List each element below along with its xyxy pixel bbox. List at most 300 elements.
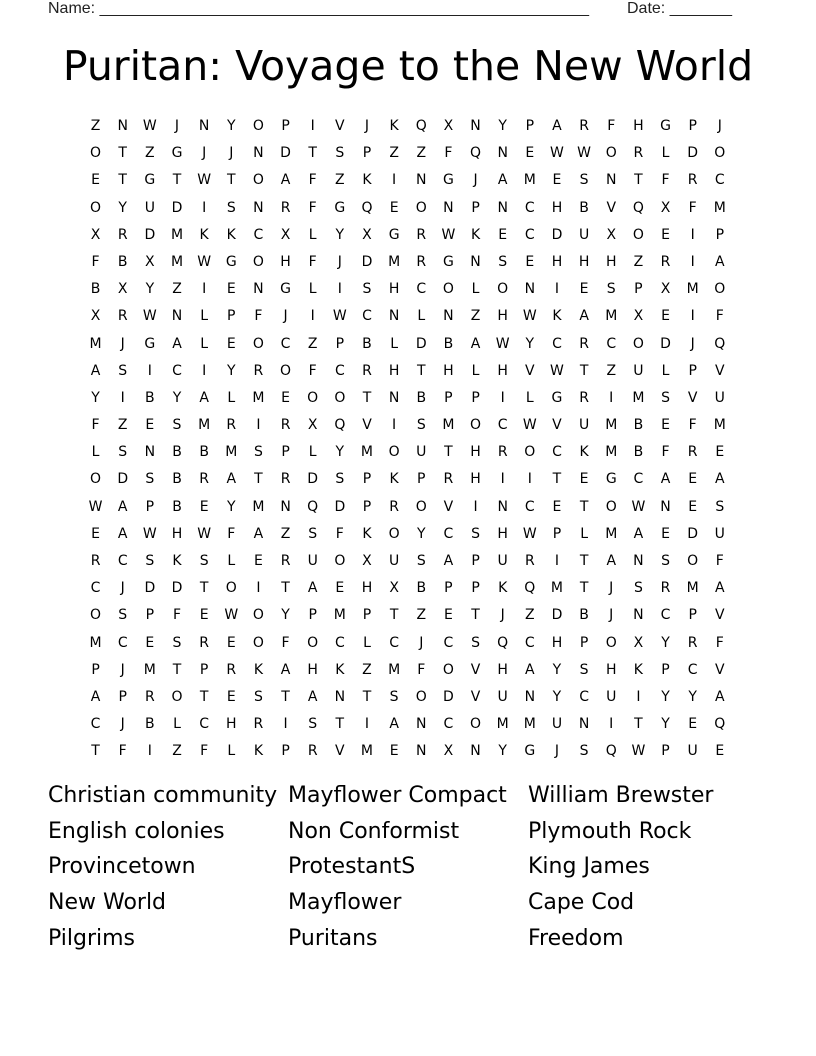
grid-letter[interactable]: R bbox=[280, 471, 291, 488]
grid-letter[interactable]: K bbox=[579, 444, 589, 461]
grid-letter[interactable]: X bbox=[606, 226, 617, 243]
grid-letter[interactable]: B bbox=[633, 444, 644, 461]
grid-letter[interactable]: A bbox=[552, 118, 562, 134]
grid-letter[interactable]: G bbox=[660, 118, 671, 134]
grid-letter[interactable]: P bbox=[471, 389, 480, 406]
grid-letter[interactable]: O bbox=[415, 498, 427, 515]
grid-letter[interactable]: W bbox=[197, 525, 212, 542]
grid-letter[interactable]: A bbox=[715, 471, 725, 488]
grid-letter[interactable]: L bbox=[227, 743, 236, 760]
grid-letter[interactable]: D bbox=[171, 580, 183, 597]
grid-letter[interactable]: Y bbox=[688, 688, 697, 705]
grid-letter[interactable]: O bbox=[252, 607, 264, 624]
grid-letter[interactable]: T bbox=[362, 389, 372, 406]
grid-letter[interactable]: T bbox=[362, 688, 372, 705]
grid-letter[interactable]: T bbox=[552, 471, 562, 488]
grid-letter[interactable]: C bbox=[253, 226, 264, 243]
grid-letter[interactable]: A bbox=[715, 580, 725, 597]
grid-letter[interactable]: O bbox=[605, 498, 617, 515]
grid-letter[interactable]: C bbox=[389, 634, 399, 651]
grid-letter[interactable]: I bbox=[636, 688, 641, 705]
grid-letter[interactable]: M bbox=[686, 281, 699, 298]
grid-letter[interactable]: N bbox=[416, 716, 427, 733]
grid-letter[interactable]: M bbox=[605, 444, 618, 461]
grid-letter[interactable]: J bbox=[609, 580, 614, 597]
grid-letter[interactable]: N bbox=[144, 444, 156, 461]
grid-letter[interactable]: T bbox=[172, 172, 182, 189]
grid-letter[interactable]: Z bbox=[525, 607, 535, 624]
grid-letter[interactable]: Z bbox=[145, 145, 155, 162]
grid-letter[interactable]: P bbox=[145, 498, 155, 515]
grid-letter[interactable]: R bbox=[199, 634, 209, 651]
grid-letter[interactable]: Q bbox=[334, 417, 346, 434]
grid-letter[interactable]: X bbox=[443, 118, 454, 134]
grid-letter[interactable]: F bbox=[308, 253, 317, 270]
grid-letter[interactable]: F bbox=[661, 444, 670, 461]
grid-letter[interactable]: F bbox=[172, 607, 182, 624]
grid-letter[interactable]: M bbox=[252, 389, 265, 406]
grid-letter[interactable]: M bbox=[523, 716, 536, 733]
grid-letter[interactable]: W bbox=[197, 172, 212, 189]
grid-letter[interactable]: P bbox=[525, 118, 535, 134]
grid-letter[interactable]: A bbox=[280, 661, 291, 678]
grid-letter[interactable]: Q bbox=[632, 199, 644, 216]
grid-letter[interactable]: C bbox=[714, 172, 725, 189]
grid-letter[interactable]: O bbox=[307, 634, 319, 651]
grid-letter[interactable]: T bbox=[91, 743, 100, 760]
grid-letter[interactable]: J bbox=[554, 743, 560, 760]
grid-letter[interactable]: I bbox=[500, 389, 505, 406]
grid-letter[interactable]: N bbox=[633, 553, 644, 569]
grid-letter[interactable]: C bbox=[552, 444, 562, 461]
grid-letter[interactable]: Z bbox=[172, 743, 182, 760]
grid-letter[interactable]: A bbox=[389, 716, 399, 733]
grid-letter[interactable]: U bbox=[578, 226, 590, 243]
grid-letter[interactable]: H bbox=[171, 525, 183, 542]
grid-letter[interactable]: R bbox=[660, 580, 671, 597]
grid-letter[interactable]: B bbox=[416, 389, 427, 406]
grid-letter[interactable]: B bbox=[579, 199, 589, 216]
grid-letter[interactable]: I bbox=[147, 362, 152, 379]
grid-letter[interactable]: Y bbox=[335, 444, 345, 461]
grid-letter[interactable]: S bbox=[118, 362, 128, 379]
grid-letter[interactable]: O bbox=[632, 226, 644, 243]
grid-letter[interactable]: A bbox=[253, 525, 264, 542]
grid-letter[interactable]: I bbox=[256, 580, 261, 597]
grid-letter[interactable]: P bbox=[362, 145, 372, 162]
grid-letter[interactable]: C bbox=[280, 335, 291, 352]
grid-letter[interactable]: P bbox=[471, 580, 480, 597]
grid-letter[interactable]: J bbox=[419, 634, 424, 651]
grid-letter[interactable]: S bbox=[471, 525, 480, 542]
grid-letter[interactable]: S bbox=[715, 498, 725, 515]
grid-letter[interactable]: E bbox=[715, 444, 725, 461]
grid-letter[interactable]: C bbox=[443, 525, 454, 542]
grid-letter[interactable]: S bbox=[172, 417, 182, 434]
grid-letter[interactable]: S bbox=[253, 444, 263, 461]
grid-letter[interactable]: J bbox=[364, 118, 370, 134]
grid-letter[interactable]: A bbox=[470, 335, 481, 352]
grid-letter[interactable]: N bbox=[443, 308, 454, 325]
grid-letter[interactable]: M bbox=[225, 444, 238, 461]
grid-letter[interactable]: K bbox=[389, 471, 399, 488]
grid-letter[interactable]: R bbox=[633, 145, 644, 162]
grid-letter[interactable]: Q bbox=[714, 716, 726, 733]
grid-letter[interactable]: A bbox=[497, 172, 508, 189]
grid-letter[interactable]: C bbox=[416, 281, 427, 298]
grid-letter[interactable]: C bbox=[199, 716, 210, 733]
grid-letter[interactable]: M bbox=[605, 308, 618, 325]
grid-letter[interactable]: B bbox=[117, 253, 128, 270]
grid-letter[interactable]: I bbox=[609, 716, 614, 733]
grid-letter[interactable]: H bbox=[470, 471, 481, 488]
grid-letter[interactable]: X bbox=[362, 226, 372, 243]
grid-letter[interactable]: E bbox=[281, 389, 290, 406]
grid-letter[interactable]: Y bbox=[416, 525, 426, 542]
grid-letter[interactable]: C bbox=[524, 634, 535, 651]
grid-letter[interactable]: G bbox=[388, 226, 400, 243]
grid-letter[interactable]: B bbox=[416, 580, 427, 597]
grid-letter[interactable]: L bbox=[525, 389, 534, 406]
grid-letter[interactable]: O bbox=[714, 281, 726, 298]
grid-letter[interactable]: E bbox=[199, 498, 209, 515]
grid-letter[interactable]: T bbox=[226, 172, 236, 189]
grid-letter[interactable]: I bbox=[120, 389, 125, 406]
grid-letter[interactable]: Y bbox=[661, 716, 670, 733]
grid-letter[interactable]: H bbox=[443, 362, 454, 379]
grid-letter[interactable]: I bbox=[310, 308, 315, 325]
grid-letter[interactable]: R bbox=[117, 226, 128, 243]
grid-letter[interactable]: R bbox=[687, 444, 698, 461]
grid-letter[interactable]: P bbox=[444, 389, 453, 406]
grid-letter[interactable]: E bbox=[552, 498, 562, 515]
grid-letter[interactable]: I bbox=[202, 199, 207, 216]
grid-letter[interactable]: C bbox=[552, 335, 562, 352]
grid-letter[interactable]: O bbox=[605, 634, 617, 651]
grid-letter[interactable]: I bbox=[609, 389, 614, 406]
grid-letter[interactable]: F bbox=[444, 145, 453, 162]
grid-letter[interactable]: Z bbox=[90, 118, 101, 134]
grid-letter[interactable]: F bbox=[91, 253, 100, 270]
grid-letter[interactable]: A bbox=[443, 553, 454, 569]
grid-letter[interactable]: C bbox=[117, 634, 128, 651]
grid-letter[interactable]: I bbox=[256, 417, 261, 434]
grid-letter[interactable]: K bbox=[470, 226, 481, 243]
grid-letter[interactable]: E bbox=[525, 253, 535, 270]
grid-letter[interactable]: E bbox=[443, 607, 453, 624]
grid-letter[interactable]: L bbox=[417, 308, 426, 325]
grid-letter[interactable]: S bbox=[498, 253, 508, 270]
grid-letter[interactable]: T bbox=[118, 145, 127, 162]
grid-letter[interactable]: M bbox=[89, 634, 102, 651]
grid-letter[interactable]: P bbox=[471, 553, 480, 569]
grid-letter[interactable]: R bbox=[226, 661, 237, 678]
grid-letter[interactable]: J bbox=[202, 145, 207, 162]
grid-letter[interactable]: K bbox=[253, 661, 263, 678]
grid-letter[interactable]: H bbox=[470, 444, 481, 461]
grid-letter[interactable]: E bbox=[91, 172, 100, 189]
grid-letter[interactable]: H bbox=[497, 525, 508, 542]
grid-letter[interactable]: D bbox=[443, 688, 454, 705]
grid-letter[interactable]: I bbox=[500, 471, 505, 488]
grid-letter[interactable]: M bbox=[632, 389, 645, 406]
grid-letter[interactable]: P bbox=[362, 607, 372, 624]
grid-letter[interactable]: D bbox=[334, 498, 346, 515]
grid-letter[interactable]: W bbox=[441, 226, 456, 243]
grid-letter[interactable]: B bbox=[90, 281, 101, 298]
grid-letter[interactable]: H bbox=[280, 253, 291, 270]
grid-letter[interactable]: G bbox=[442, 253, 454, 270]
grid-letter[interactable]: L bbox=[580, 525, 588, 542]
grid-letter[interactable]: P bbox=[335, 335, 345, 352]
grid-letter[interactable]: P bbox=[308, 607, 317, 624]
grid-letter[interactable]: F bbox=[661, 172, 670, 189]
grid-letter[interactable]: R bbox=[253, 362, 264, 379]
grid-letter[interactable]: Y bbox=[118, 199, 127, 216]
grid-letter[interactable]: C bbox=[443, 716, 454, 733]
grid-letter[interactable]: W bbox=[224, 607, 239, 624]
grid-letter[interactable]: K bbox=[253, 743, 263, 760]
grid-letter[interactable]: M bbox=[523, 172, 536, 189]
grid-letter[interactable]: R bbox=[280, 199, 291, 216]
grid-letter[interactable]: T bbox=[579, 580, 589, 597]
grid-letter[interactable]: L bbox=[390, 335, 399, 352]
grid-letter[interactable]: P bbox=[715, 226, 725, 243]
grid-letter[interactable]: K bbox=[172, 553, 182, 569]
grid-letter[interactable]: L bbox=[91, 444, 100, 461]
grid-letter[interactable]: G bbox=[334, 199, 346, 216]
grid-letter[interactable]: Y bbox=[226, 118, 236, 134]
grid-letter[interactable]: Z bbox=[117, 417, 128, 434]
grid-letter[interactable]: J bbox=[337, 253, 342, 270]
grid-letter[interactable]: P bbox=[471, 199, 480, 216]
grid-letter[interactable]: L bbox=[227, 553, 236, 569]
grid-letter[interactable]: O bbox=[90, 607, 102, 624]
grid-letter[interactable]: C bbox=[90, 580, 101, 597]
grid-letter[interactable]: D bbox=[171, 199, 183, 216]
grid-letter[interactable]: E bbox=[579, 281, 589, 298]
grid-letter[interactable]: D bbox=[687, 145, 699, 162]
grid-letter[interactable]: E bbox=[688, 471, 698, 488]
grid-letter[interactable]: Y bbox=[661, 688, 670, 705]
grid-letter[interactable]: M bbox=[713, 417, 726, 434]
grid-letter[interactable]: U bbox=[497, 553, 508, 569]
grid-letter[interactable]: N bbox=[497, 498, 508, 515]
grid-letter[interactable]: R bbox=[579, 118, 589, 134]
grid-letter[interactable]: W bbox=[631, 743, 646, 760]
grid-letter[interactable]: O bbox=[225, 580, 237, 597]
grid-letter[interactable]: P bbox=[281, 743, 290, 760]
grid-letter[interactable]: B bbox=[362, 335, 372, 352]
grid-letter[interactable]: O bbox=[605, 145, 617, 162]
grid-letter[interactable]: F bbox=[715, 308, 724, 325]
grid-letter[interactable]: S bbox=[118, 444, 128, 461]
grid-letter[interactable]: G bbox=[442, 172, 454, 189]
grid-letter[interactable]: S bbox=[661, 389, 670, 406]
grid-letter[interactable]: K bbox=[199, 226, 209, 243]
grid-letter[interactable]: N bbox=[470, 253, 481, 270]
grid-letter[interactable]: O bbox=[470, 417, 482, 434]
grid-letter[interactable]: U bbox=[578, 417, 590, 434]
grid-letter[interactable]: A bbox=[606, 553, 617, 569]
grid-letter[interactable]: R bbox=[687, 172, 698, 189]
grid-letter[interactable]: M bbox=[388, 253, 401, 270]
grid-letter[interactable]: M bbox=[360, 743, 374, 760]
grid-letter[interactable]: O bbox=[442, 281, 454, 298]
grid-letter[interactable]: E bbox=[226, 281, 236, 298]
grid-letter[interactable]: J bbox=[609, 607, 614, 624]
grid-letter[interactable]: I bbox=[337, 281, 342, 298]
grid-letter[interactable]: L bbox=[200, 335, 209, 352]
grid-letter[interactable]: H bbox=[497, 362, 508, 379]
grid-letter[interactable]: A bbox=[90, 362, 101, 379]
grid-letter[interactable]: X bbox=[389, 580, 399, 597]
grid-letter[interactable]: I bbox=[364, 716, 370, 733]
grid-letter[interactable]: C bbox=[633, 471, 644, 488]
grid-letter[interactable]: Z bbox=[470, 308, 481, 325]
grid-letter[interactable]: T bbox=[281, 688, 290, 705]
grid-letter[interactable]: A bbox=[579, 308, 589, 325]
grid-letter[interactable]: B bbox=[633, 417, 644, 434]
grid-letter[interactable]: C bbox=[334, 634, 345, 651]
grid-letter[interactable]: Q bbox=[714, 335, 726, 352]
grid-letter[interactable]: C bbox=[524, 498, 535, 515]
grid-letter[interactable]: T bbox=[579, 498, 589, 515]
grid-letter[interactable]: W bbox=[142, 308, 157, 325]
grid-letter[interactable]: P bbox=[417, 471, 426, 488]
grid-letter[interactable]: E bbox=[525, 145, 535, 162]
grid-letter[interactable]: P bbox=[688, 118, 697, 134]
grid-letter[interactable]: I bbox=[473, 498, 478, 515]
grid-letter[interactable]: D bbox=[280, 145, 291, 162]
grid-letter[interactable]: E bbox=[389, 199, 399, 216]
grid-letter[interactable]: N bbox=[470, 743, 481, 760]
name-field[interactable]: Name: _______________________________________________________ bbox=[48, 0, 589, 17]
grid-letter[interactable]: H bbox=[605, 661, 617, 678]
grid-letter[interactable]: M bbox=[388, 661, 401, 678]
grid-letter[interactable]: X bbox=[362, 553, 372, 569]
grid-letter[interactable]: T bbox=[389, 607, 399, 624]
grid-letter[interactable]: C bbox=[524, 199, 535, 216]
grid-letter[interactable]: P bbox=[362, 471, 372, 488]
grid-letter[interactable]: E bbox=[91, 525, 100, 542]
grid-letter[interactable]: N bbox=[633, 607, 644, 624]
grid-letter[interactable]: V bbox=[715, 362, 725, 379]
grid-letter[interactable]: O bbox=[252, 172, 264, 189]
grid-letter[interactable]: K bbox=[552, 308, 562, 325]
grid-letter[interactable]: U bbox=[307, 553, 318, 569]
grid-letter[interactable]: N bbox=[416, 743, 427, 760]
grid-letter[interactable]: H bbox=[361, 580, 373, 597]
grid-letter[interactable]: H bbox=[226, 716, 237, 733]
grid-letter[interactable]: M bbox=[170, 226, 184, 243]
grid-letter[interactable]: G bbox=[144, 335, 156, 352]
grid-letter[interactable]: E bbox=[335, 580, 345, 597]
grid-letter[interactable]: W bbox=[197, 253, 212, 270]
grid-letter[interactable]: Z bbox=[389, 145, 399, 162]
grid-letter[interactable]: O bbox=[524, 444, 536, 461]
grid-letter[interactable]: Y bbox=[552, 688, 562, 705]
grid-letter[interactable]: F bbox=[715, 553, 724, 569]
grid-letter[interactable]: R bbox=[117, 308, 128, 325]
grid-letter[interactable]: Q bbox=[307, 498, 319, 515]
grid-letter[interactable]: A bbox=[172, 335, 182, 352]
grid-letter[interactable]: N bbox=[497, 145, 508, 162]
grid-letter[interactable]: C bbox=[497, 417, 508, 434]
grid-letter[interactable]: G bbox=[171, 145, 183, 162]
grid-letter[interactable]: J bbox=[120, 661, 125, 678]
grid-letter[interactable]: A bbox=[307, 688, 318, 705]
grid-letter[interactable]: J bbox=[500, 607, 505, 624]
grid-letter[interactable]: V bbox=[552, 417, 562, 434]
grid-letter[interactable]: E bbox=[226, 688, 236, 705]
grid-letter[interactable]: L bbox=[471, 281, 480, 298]
grid-letter[interactable]: L bbox=[308, 281, 317, 298]
grid-letter[interactable]: X bbox=[280, 226, 291, 243]
grid-letter[interactable]: P bbox=[362, 498, 372, 515]
grid-letter[interactable]: E bbox=[145, 634, 155, 651]
grid-letter[interactable]: M bbox=[496, 716, 509, 733]
grid-letter[interactable]: W bbox=[88, 498, 103, 515]
grid-letter[interactable]: L bbox=[173, 716, 181, 733]
grid-letter[interactable]: I bbox=[527, 471, 532, 488]
grid-letter[interactable]: C bbox=[660, 607, 671, 624]
grid-letter[interactable]: S bbox=[253, 688, 263, 705]
grid-letter[interactable]: R bbox=[524, 553, 535, 569]
grid-letter[interactable]: T bbox=[634, 172, 643, 189]
grid-letter[interactable]: F bbox=[308, 172, 317, 189]
grid-letter[interactable]: Y bbox=[145, 281, 155, 298]
grid-letter[interactable]: R bbox=[280, 553, 291, 569]
grid-letter[interactable]: F bbox=[281, 634, 290, 651]
grid-letter[interactable]: O bbox=[415, 688, 427, 705]
grid-letter[interactable]: D bbox=[551, 607, 563, 624]
grid-letter[interactable]: J bbox=[174, 118, 180, 134]
grid-letter[interactable]: S bbox=[579, 172, 589, 189]
grid-letter[interactable]: R bbox=[687, 634, 698, 651]
grid-letter[interactable]: U bbox=[633, 362, 644, 379]
grid-letter[interactable]: B bbox=[199, 444, 209, 461]
grid-letter[interactable]: A bbox=[280, 172, 291, 189]
grid-letter[interactable]: S bbox=[145, 471, 155, 488]
grid-letter[interactable]: X bbox=[633, 634, 644, 651]
grid-letter[interactable]: J bbox=[120, 335, 125, 352]
grid-letter[interactable]: S bbox=[471, 634, 480, 651]
grid-letter[interactable]: K bbox=[498, 580, 508, 597]
grid-letter[interactable]: O bbox=[388, 525, 400, 542]
grid-letter[interactable]: V bbox=[470, 688, 481, 705]
grid-letter[interactable]: W bbox=[550, 145, 564, 162]
grid-letter[interactable]: M bbox=[686, 580, 699, 597]
grid-letter[interactable]: Y bbox=[226, 362, 236, 379]
grid-letter[interactable]: O bbox=[90, 145, 102, 162]
grid-letter[interactable]: X bbox=[307, 417, 318, 434]
grid-letter[interactable]: E bbox=[688, 498, 698, 515]
grid-letter[interactable]: N bbox=[497, 199, 508, 216]
grid-letter[interactable]: Y bbox=[552, 661, 562, 678]
grid-letter[interactable]: V bbox=[470, 661, 481, 678]
grid-letter[interactable]: O bbox=[687, 553, 699, 569]
grid-letter[interactable]: A bbox=[226, 471, 237, 488]
grid-letter[interactable]: O bbox=[442, 661, 454, 678]
grid-letter[interactable]: K bbox=[335, 661, 345, 678]
grid-letter[interactable]: T bbox=[308, 145, 317, 162]
grid-letter[interactable]: E bbox=[552, 172, 562, 189]
grid-letter[interactable]: R bbox=[579, 389, 589, 406]
grid-letter[interactable]: N bbox=[660, 498, 671, 515]
grid-letter[interactable]: T bbox=[471, 607, 480, 624]
grid-letter[interactable]: A bbox=[307, 580, 318, 597]
